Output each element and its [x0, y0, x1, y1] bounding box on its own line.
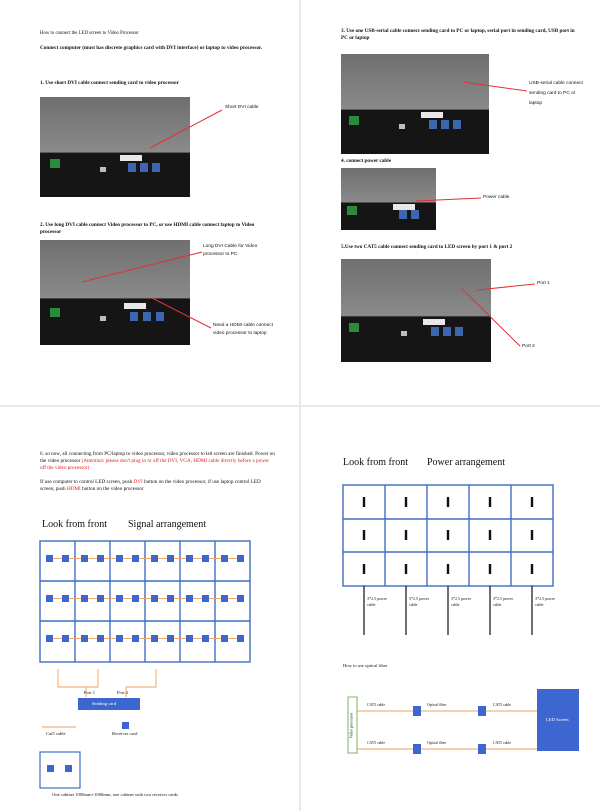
power-cable-label: 3*2.5 power cable: [451, 596, 471, 607]
cat5-run-port2: [126, 669, 156, 697]
cat5-run-port1: [58, 669, 98, 687]
receiver-card: [132, 555, 139, 562]
receiver-card: [97, 635, 104, 642]
receiver-card: [221, 635, 228, 642]
optical-fiber-title: How to use optical fiber: [343, 663, 388, 668]
power-diagram-title-right: Power arrangement: [427, 457, 506, 468]
receiver-card: [186, 635, 193, 642]
step3-heading: 3. Use one USB-serial cable connect sending card to PC or laptop, serial port in sending card, USB port in PC or laptop: [341, 28, 575, 41]
power-connector: [363, 497, 365, 507]
receiver-card: [202, 635, 209, 642]
receiver-card: [237, 595, 244, 602]
optical-row-label: CAT5 cable: [493, 703, 512, 707]
receiver-card: [62, 555, 69, 562]
optical-row-label: CAT5 cable: [367, 741, 386, 745]
power-cable-lines: [363, 497, 533, 635]
cabinet-footnote: One cabinet 1000mm×1000mm, one cabinet with two receiver cards: [52, 792, 178, 797]
arrow-usb-serial: [463, 82, 527, 91]
step2-heading: 2. Use long DVI cable connect Video processor to PC, or use HDMI cable connect laptop to Video processor: [40, 222, 255, 235]
step4-heading: 4. connect power cable: [341, 158, 392, 164]
power-connector: [489, 497, 491, 507]
receiver-card: [62, 595, 69, 602]
power-cable-label: 3*2.5 power cable: [493, 596, 513, 607]
receiver-card: [97, 555, 104, 562]
receiver-card: [186, 595, 193, 602]
receiver-card: [81, 555, 88, 562]
optical-converter: [478, 744, 486, 754]
document-page-1: [0, 0, 299, 405]
document-page-4: [301, 407, 600, 811]
sending-card-label: Sending card: [92, 701, 117, 706]
power-cable-label: 3*2.5 power cable: [367, 596, 387, 607]
page2-arrows: [301, 0, 600, 405]
receiver-card: [167, 555, 174, 562]
led-screen-label: LED Screen: [546, 717, 569, 722]
optical-row-label: CAT5 cable: [367, 703, 386, 707]
power-cable-callout: Power cable: [483, 195, 510, 200]
arrow-hdmi: [152, 298, 211, 328]
power-connector: [447, 564, 449, 574]
receiver-card: [62, 635, 69, 642]
arrow-port1: [477, 284, 535, 290]
power-arrangement-diagram: [301, 407, 600, 811]
usb-serial-callout: USB-serial cable connect sending card to PC or laptop: [529, 81, 583, 106]
signal-diagram-title-left: Look from front: [42, 519, 107, 530]
signal-arrangement-diagram: [0, 407, 299, 811]
short-dvi-callout: Short DVI cable: [225, 105, 259, 110]
example-receiver-card: [65, 765, 72, 772]
power-connector: [531, 497, 533, 507]
port2-callout: Port 2: [522, 344, 535, 349]
receiver-card: [167, 595, 174, 602]
power-cable-label: 3*2.5 power cable: [535, 596, 555, 607]
cabinet-grid: [40, 541, 250, 662]
power-cable-label: 3*2.5 power cable: [409, 596, 429, 607]
power-connector: [489, 530, 491, 540]
video-processor-label: Video processor: [348, 712, 354, 739]
doc-title: How to connect the LED screen to Video Processor: [40, 31, 139, 36]
power-connector: [489, 564, 491, 574]
receiver-card: [116, 555, 123, 562]
port1-label: Port 1: [84, 690, 96, 695]
optical-row-label: Optical fiber: [427, 703, 447, 707]
optical-converter: [413, 706, 421, 716]
step5-heading: 5.Use two CAT5 cable connect sending card to LED screen by port 1 & port 2: [341, 244, 513, 250]
power-diagram-title-left: Look from front: [343, 457, 408, 468]
step1-heading: 1. Use short DVI cable connect sending card to video processor: [40, 80, 179, 86]
example-receiver-card: [47, 765, 54, 772]
power-on-paragraph: 6. so now, all connecting from PC/laptop to video processor, video processor to led screen are finished. Power on the video processor (Attention: please don't plug in or off the DVI, VGA, HDMI cable directly before a power off the video processor): [40, 451, 275, 471]
receiver-card: [151, 555, 158, 562]
port1-callout: Port 1: [537, 281, 550, 286]
button-instructions: If use computer to control LED screen, push DVI button on the video processor, if use laptop control LED screen, push HDMI button on the video processor: [40, 479, 261, 492]
arrow-power: [416, 198, 481, 201]
power-connector: [531, 564, 533, 574]
optical-row-label: CAT5 cable: [493, 741, 512, 745]
receiver-card: [116, 635, 123, 642]
receiver-card: [46, 555, 53, 562]
hdmi-callout: Need a HDMI cable connect video processor to laptop: [213, 323, 273, 336]
power-connector: [363, 564, 365, 574]
receiver-card: [132, 595, 139, 602]
power-connector: [447, 497, 449, 507]
legend-receiver-swatch: [122, 722, 129, 729]
power-connector: [405, 530, 407, 540]
power-connector: [531, 530, 533, 540]
optical-fiber-rows: [357, 706, 537, 754]
power-connector: [363, 530, 365, 540]
long-dvi-callout: Long DVI Cable for Video processor to PC: [203, 244, 258, 257]
page1-arrows: [0, 0, 299, 405]
optical-row-label: Optical fiber: [427, 741, 447, 745]
receiver-card: [202, 595, 209, 602]
signal-diagram-title-right: Signal arrangement: [128, 519, 207, 530]
power-connector: [447, 530, 449, 540]
arrow-short-dvi: [150, 110, 222, 148]
receiver-card: [81, 635, 88, 642]
document-page-3: [0, 407, 299, 811]
receiver-card: [46, 635, 53, 642]
receiver-card: [97, 595, 104, 602]
receiver-card: [167, 635, 174, 642]
receiver-card: [221, 595, 228, 602]
receiver-card: [186, 555, 193, 562]
single-cabinet-example: [40, 752, 80, 788]
receiver-card: [116, 595, 123, 602]
receiver-card: [237, 555, 244, 562]
receiver-card: [237, 635, 244, 642]
arrow-long-dvi: [82, 252, 202, 282]
receiver-card: [81, 595, 88, 602]
receiver-card: [46, 595, 53, 602]
receiver-card: [151, 635, 158, 642]
intro-text: Connect computer (must has discrete graphics card with DVI interface) or laptop to video processor.: [40, 45, 263, 51]
receiver-card: [151, 595, 158, 602]
power-connector: [405, 564, 407, 574]
optical-converter: [478, 706, 486, 716]
document-page-2: [301, 0, 600, 405]
port2-label: Port 2: [117, 690, 129, 695]
receiver-card: [202, 555, 209, 562]
optical-converter: [413, 744, 421, 754]
legend-receiver-label: Receiver card: [112, 731, 138, 736]
receiver-card: [132, 635, 139, 642]
receiver-card: [221, 555, 228, 562]
arrow-port2: [461, 288, 520, 346]
legend-cable-label: Cat5 cable: [46, 731, 66, 736]
power-connector: [405, 497, 407, 507]
